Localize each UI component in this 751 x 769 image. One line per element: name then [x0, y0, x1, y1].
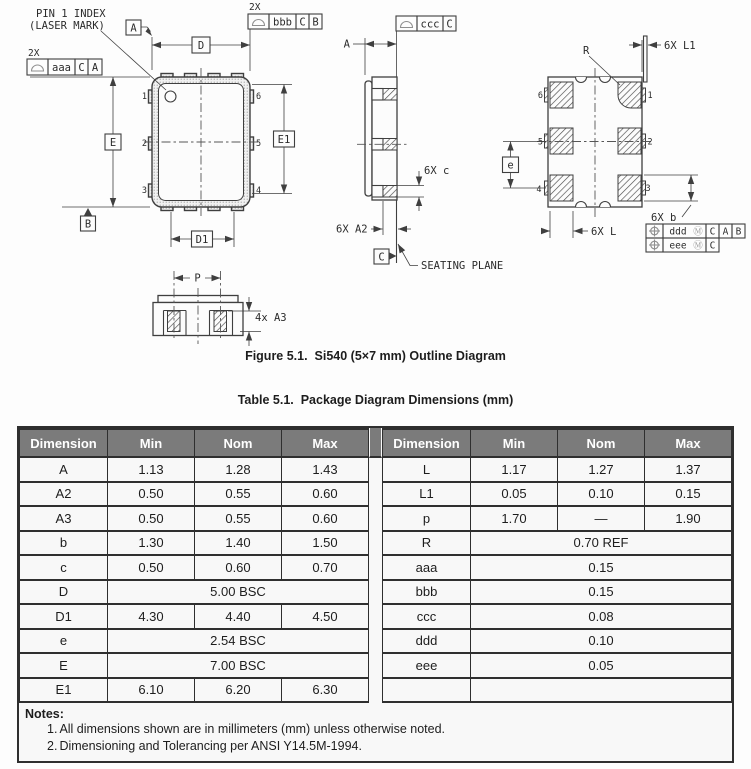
datum-arrow [84, 208, 92, 216]
dimension-6x-c [397, 165, 449, 211]
tables-row [19, 428, 732, 703]
table-row [383, 506, 732, 531]
top-view [27, 2, 322, 247]
dimensions-table-container [17, 426, 734, 763]
table-row [383, 482, 732, 507]
dimension-cell: aaa [383, 555, 471, 580]
column-header-min: Min [108, 429, 195, 457]
pad-1-rounded [618, 82, 641, 108]
dim-label: D [197, 40, 205, 52]
datum-ref: C [299, 16, 306, 29]
column-header-dimension: Dimension [383, 429, 471, 457]
dimension-cell: eee [383, 653, 471, 678]
table-gap-header [369, 428, 382, 458]
min-cell: 4.30 [108, 604, 195, 629]
min-cell: 1.70 [471, 506, 558, 531]
dimension-6x-b [644, 175, 698, 224]
datum-arrow [146, 28, 153, 37]
pin-number: 2 [647, 137, 653, 148]
pin-number: 4 [536, 185, 542, 195]
fcf-cell [27, 59, 48, 75]
dim-label: R [583, 45, 590, 57]
table-row [20, 482, 369, 507]
pin-number: 6 [256, 92, 262, 102]
dimension-D1 [171, 212, 234, 247]
datum-ref: C [78, 62, 85, 74]
dim-label: 6X L [591, 226, 617, 238]
dimension-6x-l1 [629, 36, 696, 82]
table-row [20, 678, 369, 703]
pad-4 [550, 175, 573, 201]
datum-A-flag [126, 20, 152, 36]
leader-line [398, 244, 418, 266]
dim-label: 6X c [424, 165, 450, 177]
seating-plane-label: SEATING PLANE [421, 260, 504, 272]
leader-line [101, 31, 166, 90]
qty-label: 2X [28, 48, 40, 59]
value-span-cell: 7.00 BSC [108, 653, 369, 678]
table-row [20, 506, 369, 531]
datum-label: B [84, 218, 92, 231]
dimension-cell: ddd [383, 629, 471, 654]
table-header-row [20, 429, 369, 457]
pin1-laser-mark [165, 91, 176, 102]
pad-6 [550, 82, 573, 108]
min-cell: 1.30 [108, 531, 195, 556]
max-cell: 1.43 [282, 457, 369, 482]
table-row [383, 555, 732, 580]
table-row [383, 604, 732, 629]
value-span-cell: 0.10 [471, 629, 732, 654]
datum-ref: C [446, 18, 453, 31]
fcf-bbb [248, 2, 322, 71]
dimension-cell: ccc [383, 604, 471, 629]
dim-label: D1 [195, 234, 209, 246]
dimensions-table-left [19, 428, 369, 703]
value-span-cell: 0.05 [471, 653, 732, 678]
pin-number: 1 [141, 92, 147, 102]
pin-number: 4 [256, 186, 262, 196]
laser-mark-label: (LASER MARK) [29, 20, 105, 32]
contact-pad [383, 186, 397, 198]
nom-cell: 1.27 [558, 457, 645, 482]
table-row [20, 629, 369, 654]
datum-B-flag [81, 208, 96, 231]
datum-ref: C [709, 226, 716, 238]
dimension-cell: b [20, 531, 108, 556]
pin-number: 2 [141, 139, 147, 149]
tolerance-value: bbb [273, 16, 292, 29]
contact-pad [383, 89, 397, 101]
column-header-max: Max [282, 429, 369, 457]
dimension-cell: p [383, 506, 471, 531]
table-row [20, 555, 369, 580]
nom-cell: 1.40 [195, 531, 282, 556]
table-row [20, 531, 369, 556]
table-row [20, 457, 369, 482]
pin-number: 5 [537, 137, 543, 148]
datum-ref: B [735, 226, 742, 238]
table-row [383, 457, 732, 482]
nom-cell: 6.20 [195, 678, 282, 703]
note-text: All dimensions shown are in millimeters (mm) unless otherwise noted. [59, 722, 445, 736]
dim-label: e [507, 159, 514, 172]
dimension-A [344, 38, 397, 75]
contact-notch [372, 89, 383, 101]
dimensions-table-right [382, 428, 732, 703]
table-row [383, 629, 732, 654]
min-cell: 0.50 [108, 482, 195, 507]
notes-title: Notes: [25, 707, 64, 721]
profile-of-surface-icon [253, 20, 265, 26]
profile-of-surface-icon [32, 65, 44, 71]
dimension-E [30, 77, 150, 207]
note-number: 1. [47, 722, 58, 736]
table-row [383, 580, 732, 605]
column-header-dimension: Dimension [20, 429, 108, 457]
pad-5 [550, 128, 573, 154]
dimension-cell [383, 678, 471, 703]
seating-plane [374, 200, 503, 272]
position-tolerance-icon [649, 226, 660, 237]
pad-3 [618, 175, 641, 201]
nom-cell: 4.40 [195, 604, 282, 629]
dimension-cell: bbb [383, 580, 471, 605]
datum-label: C [378, 251, 385, 264]
table-gap [369, 428, 382, 703]
leader-line [682, 205, 691, 217]
fcf-cell [396, 16, 417, 31]
nom-cell: 0.10 [558, 482, 645, 507]
pin-number: 5 [256, 139, 262, 149]
pin-number: 3 [645, 184, 651, 194]
table-row [20, 653, 369, 678]
dim-label: P [194, 272, 201, 285]
value-span-cell: 0.70 REF [471, 531, 732, 556]
datum-label: A [130, 22, 137, 35]
fcf-ddd-eee [646, 224, 745, 252]
column-header-nom: Nom [195, 429, 282, 457]
max-cell: 0.60 [282, 506, 369, 531]
notes-section [19, 703, 732, 761]
dimension-cell: A3 [20, 506, 108, 531]
max-cell: 1.90 [645, 506, 732, 531]
figure-caption: Figure 5.1. Si540 (5×7 mm) Outline Diagram [245, 349, 506, 363]
nom-cell: — [558, 506, 645, 531]
fcf-ccc [396, 16, 456, 77]
min-cell: 6.10 [108, 678, 195, 703]
dimension-cell: A [20, 457, 108, 482]
dimension-cell: e [20, 629, 108, 654]
max-cell: 1.37 [645, 457, 732, 482]
dimension-cell: c [20, 555, 108, 580]
dimension-cell: A2 [20, 482, 108, 507]
dimension-D [152, 37, 250, 70]
package-lid [365, 81, 372, 196]
note-item [47, 721, 724, 738]
dimension-P [174, 271, 221, 285]
note-text: Dimensioning and Tolerancing per ANSI Y14.5M-1994. [59, 739, 362, 753]
table-caption: Table 5.1. Package Diagram Dimensions (mm) [237, 393, 514, 407]
column-header-nom: Nom [558, 429, 645, 457]
value-span-cell: 0.15 [471, 580, 732, 605]
contact-notch [372, 186, 383, 198]
bottom-view [503, 36, 746, 252]
lead-edge [644, 36, 648, 82]
datum-ref: C [709, 240, 716, 252]
dim-label: 6X A2 [336, 223, 368, 236]
end-view [153, 271, 287, 347]
table-row [20, 604, 369, 629]
dim-label: E1 [277, 134, 291, 146]
dimension-cell: E1 [20, 678, 108, 703]
position-tolerance-icon [649, 240, 660, 251]
max-cell: 0.60 [282, 482, 369, 507]
column-header-min: Min [471, 429, 558, 457]
profile-of-surface-icon [401, 22, 413, 28]
max-cell: 1.50 [282, 531, 369, 556]
value-span-cell [471, 678, 732, 703]
pin-number: 1 [647, 91, 653, 101]
dimension-cell: L [383, 457, 471, 482]
table-row [383, 531, 732, 556]
dimension-e [503, 142, 547, 189]
max-cell: 0.70 [282, 555, 369, 580]
table-header-row [383, 429, 732, 457]
nom-cell: 0.60 [195, 555, 282, 580]
nom-cell: 0.55 [195, 506, 282, 531]
dim-label: 4x A3 [255, 312, 287, 324]
dim-label: A [343, 38, 350, 51]
min-cell: 0.50 [108, 555, 195, 580]
min-cell: 0.50 [108, 506, 195, 531]
dimension-6x-a2 [336, 201, 411, 236]
datum-ref: B [312, 16, 319, 29]
dim-label: E [109, 137, 117, 149]
note-item [47, 738, 724, 755]
qty-label: 2X [249, 2, 261, 13]
dim-label: 6X L1 [664, 40, 696, 52]
column-header-max: Max [645, 429, 732, 457]
table-row [383, 653, 732, 678]
min-cell: 1.13 [108, 457, 195, 482]
pin1-index-callout [29, 8, 166, 90]
tolerance-value: ddd [669, 226, 687, 238]
dimension-6x-l [541, 211, 616, 238]
value-span-cell: 0.08 [471, 604, 732, 629]
datum-ref: A [91, 62, 99, 74]
pin-number: 3 [141, 186, 147, 196]
table-row [383, 678, 732, 703]
max-cell: 4.50 [282, 604, 369, 629]
nom-cell: 0.55 [195, 482, 282, 507]
package-outline-drawing [0, 0, 751, 348]
table-row [20, 580, 369, 605]
value-span-cell: 5.00 BSC [108, 580, 369, 605]
value-span-cell: 2.54 BSC [108, 629, 369, 654]
tolerance-value: aaa [52, 62, 71, 74]
datum-ref: A [722, 226, 729, 238]
mmc-modifier-icon: Ⓜ [693, 240, 703, 252]
tolerance-value: ccc [420, 18, 440, 31]
side-view [336, 16, 503, 272]
pad-2 [618, 128, 641, 154]
mmc-modifier-icon: Ⓜ [693, 226, 703, 238]
value-span-cell: 0.15 [471, 555, 732, 580]
fcf-cell [248, 14, 269, 29]
dimension-cell: E [20, 653, 108, 678]
pin1-index-label: PIN 1 INDEX [36, 8, 106, 20]
dimension-cell: L1 [383, 482, 471, 507]
min-cell: 0.05 [471, 482, 558, 507]
max-cell: 0.15 [645, 482, 732, 507]
dimension-cell: R [383, 531, 471, 556]
datum-arrow [390, 253, 397, 260]
nom-cell: 1.28 [195, 457, 282, 482]
pin-number: 6 [537, 91, 543, 101]
tolerance-value: eee [669, 240, 687, 252]
max-cell: 6.30 [282, 678, 369, 703]
fcf-aaa [27, 48, 102, 75]
note-number: 2. [47, 739, 58, 753]
dimension-cell: D1 [20, 604, 108, 629]
dimension-cell: D [20, 580, 108, 605]
dim-label: 6X b [651, 212, 677, 224]
min-cell: 1.17 [471, 457, 558, 482]
